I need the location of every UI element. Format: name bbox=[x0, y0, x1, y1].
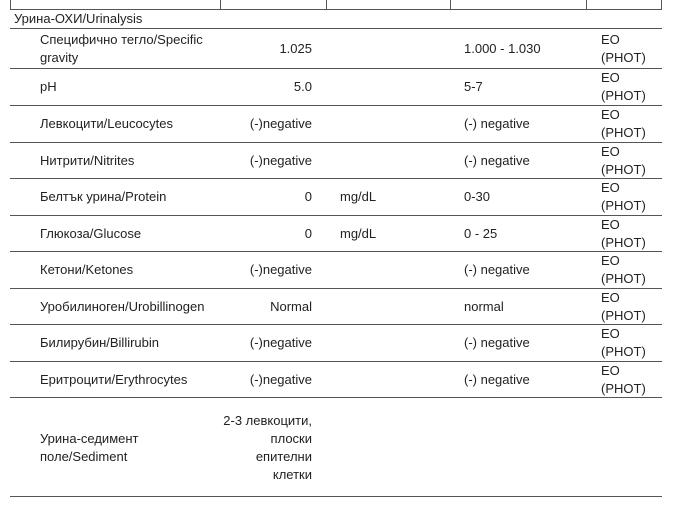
method-code: EO (PHOT) bbox=[601, 253, 646, 286]
method-code: EO (PHOT) bbox=[601, 143, 646, 177]
section-header bbox=[10, 10, 662, 28]
reference-range: 0 - 25 bbox=[464, 225, 498, 241]
column-divider bbox=[661, 0, 662, 9]
table-row bbox=[10, 178, 662, 215]
test-name: Кетони/Ketones bbox=[40, 262, 134, 277]
result-unit bbox=[340, 106, 450, 142]
method-code: EO (PHOT) bbox=[601, 31, 646, 65]
result-unit bbox=[340, 325, 450, 361]
test-name: Билирубин/Billirubin bbox=[40, 335, 159, 350]
table-bottom-border bbox=[10, 496, 662, 497]
result-unit bbox=[340, 143, 450, 178]
table-row bbox=[10, 324, 662, 361]
result-value: 1.025 bbox=[279, 40, 312, 56]
table-row bbox=[10, 215, 662, 251]
method-code: EO (PHOT) bbox=[601, 70, 646, 103]
result-unit: mg/dL bbox=[340, 225, 377, 241]
table-row bbox=[10, 361, 662, 397]
method-code bbox=[601, 398, 661, 497]
test-name: Глюкоза/Glucose bbox=[40, 225, 142, 241]
result-unit: mg/dL bbox=[340, 189, 377, 204]
method-code: EO (PHOT) bbox=[601, 289, 646, 323]
result-value: (-)negative bbox=[249, 262, 312, 277]
reference-range: (-) negative bbox=[464, 371, 530, 387]
result-unit bbox=[340, 29, 450, 68]
method-code: EO (PHOT) bbox=[601, 107, 646, 140]
reference-range: 1.000 - 1.030 bbox=[464, 40, 541, 56]
test-name: Левкоцити/Leucocytes bbox=[40, 116, 174, 131]
result-value: 0 bbox=[304, 189, 312, 204]
test-name: Нитрити/Nitrites bbox=[40, 152, 135, 168]
reference-range bbox=[464, 398, 584, 497]
test-name: pH bbox=[40, 79, 57, 94]
table-row bbox=[10, 142, 662, 178]
test-name: Урина-седимент поле/Sediment bbox=[40, 430, 139, 464]
section-title: Урина-ОХИ/Urinalysis bbox=[14, 11, 143, 26]
column-divider bbox=[450, 0, 451, 9]
table-row bbox=[10, 28, 662, 68]
result-unit bbox=[340, 398, 450, 497]
result-unit bbox=[340, 289, 450, 324]
column-divider bbox=[326, 0, 327, 9]
result-unit bbox=[340, 362, 450, 397]
table-row bbox=[10, 288, 662, 324]
reference-range: (-) negative bbox=[464, 152, 530, 168]
test-name: Еритроцити/Erythrocytes bbox=[40, 371, 188, 387]
table-row bbox=[10, 397, 662, 497]
result-value: 2-3 левкоцити, плоски епителни клетки bbox=[223, 412, 312, 482]
test-name: Белтък урина/Protein bbox=[40, 189, 167, 204]
result-value: (-)negative bbox=[249, 335, 312, 350]
result-value: (-)negative bbox=[249, 116, 312, 131]
test-name: Уробилиноген/Urobillinogen bbox=[40, 298, 205, 314]
result-value: (-)negative bbox=[249, 371, 312, 387]
result-value: 5.0 bbox=[293, 79, 312, 94]
reference-range: (-) negative bbox=[464, 335, 530, 350]
reference-range: 0-30 bbox=[464, 189, 491, 204]
reference-range: (-) negative bbox=[464, 116, 530, 131]
column-divider bbox=[220, 0, 221, 9]
reference-range: normal bbox=[464, 298, 504, 314]
table-row bbox=[10, 251, 662, 288]
test-name: Специфично тегло/Specific gravity bbox=[40, 31, 203, 65]
reference-range: 5-7 bbox=[464, 79, 483, 94]
method-code: EO (PHOT) bbox=[601, 326, 646, 359]
result-value: (-)negative bbox=[249, 152, 312, 168]
table-row bbox=[10, 68, 662, 105]
table-row bbox=[10, 105, 662, 142]
method-code: EO (PHOT) bbox=[601, 362, 646, 396]
result-unit bbox=[340, 252, 450, 288]
result-value: 0 bbox=[304, 225, 312, 241]
method-code: EO (PHOT) bbox=[601, 216, 646, 250]
reference-range: (-) negative bbox=[464, 262, 530, 277]
result-value: Normal bbox=[270, 298, 312, 314]
method-code: EO (PHOT) bbox=[601, 180, 646, 213]
column-divider bbox=[10, 0, 11, 9]
column-divider bbox=[586, 0, 587, 9]
result-unit bbox=[340, 69, 450, 105]
